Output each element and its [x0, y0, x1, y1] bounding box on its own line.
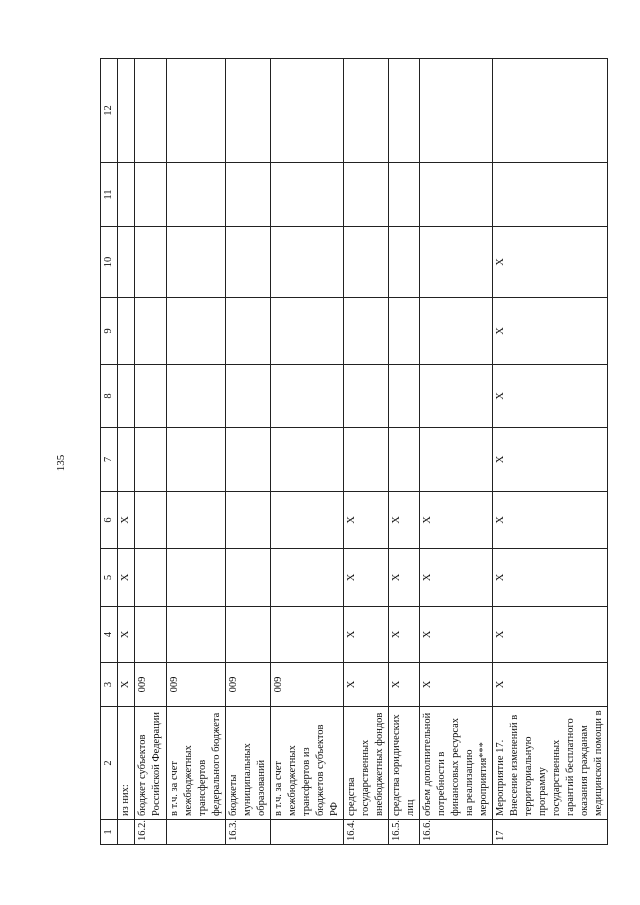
col-11-cell [271, 163, 344, 227]
col-4-cell: X [118, 607, 135, 663]
row-number [271, 820, 344, 845]
col-7-cell [226, 428, 271, 492]
col-11-cell [135, 163, 167, 227]
row-code: X [420, 663, 493, 707]
col-7-cell [118, 428, 135, 492]
col-9-cell [167, 298, 226, 365]
header-cell: 4 [101, 607, 118, 663]
header-cell: 3 [101, 663, 118, 707]
table-row [226, 59, 271, 845]
header-cell: 12 [101, 59, 118, 163]
col-5-cell: X [344, 549, 389, 607]
col-12-cell [167, 59, 226, 163]
col-8-cell [271, 365, 344, 428]
col-12-cell [420, 59, 493, 163]
col-6-cell: X [344, 492, 389, 549]
row-number [167, 820, 226, 845]
row-code: 009 [167, 663, 226, 707]
rotated-table-frame [100, 59, 604, 845]
header-cell: 11 [101, 163, 118, 227]
row-name: бюджеты муниципальных образований [226, 707, 271, 820]
header-cell: 7 [101, 428, 118, 492]
col-10-cell [226, 227, 271, 298]
col-4-cell: X [420, 607, 493, 663]
table-row [389, 59, 420, 845]
row-code: 009 [226, 663, 271, 707]
table-row [118, 59, 135, 845]
col-6-cell [167, 492, 226, 549]
col-5-cell: X [118, 549, 135, 607]
col-4-cell [167, 607, 226, 663]
col-9-cell [226, 298, 271, 365]
col-8-cell [344, 365, 389, 428]
col-5-cell: X [420, 549, 493, 607]
col-6-cell: X [493, 492, 608, 549]
col-6-cell: X [118, 492, 135, 549]
col-7-cell: X [493, 428, 608, 492]
col-8-cell [389, 365, 420, 428]
col-6-cell [226, 492, 271, 549]
header-cell: 8 [101, 365, 118, 428]
col-11-cell [389, 163, 420, 227]
col-9-cell [271, 298, 344, 365]
col-6-cell [271, 492, 344, 549]
table-row [135, 59, 167, 845]
col-5-cell [167, 549, 226, 607]
col-9-cell [389, 298, 420, 365]
col-10-cell [389, 227, 420, 298]
row-code: X [118, 663, 135, 707]
col-11-cell [493, 163, 608, 227]
col-9-cell: X [493, 298, 608, 365]
table-row [167, 59, 226, 845]
col-12-cell [271, 59, 344, 163]
table-row [420, 59, 493, 845]
col-11-cell [226, 163, 271, 227]
col-12-cell [135, 59, 167, 163]
col-5-cell [271, 549, 344, 607]
col-5-cell: X [389, 549, 420, 607]
col-5-cell [135, 549, 167, 607]
table-row [493, 59, 608, 845]
header-cell: 5 [101, 549, 118, 607]
header-cell: 6 [101, 492, 118, 549]
col-10-cell [167, 227, 226, 298]
row-name: в т.ч. за счет межбюджетных трансфертов из бюджетов субъектов РФ [271, 707, 344, 820]
col-12-cell [389, 59, 420, 163]
row-code: 009 [271, 663, 344, 707]
row-number: 16.4. [344, 820, 389, 845]
col-11-cell [344, 163, 389, 227]
col-10-cell [135, 227, 167, 298]
table-row [271, 59, 344, 845]
col-9-cell [118, 298, 135, 365]
col-7-cell [167, 428, 226, 492]
page-number: 135 [55, 454, 67, 472]
col-7-cell [389, 428, 420, 492]
col-7-cell [135, 428, 167, 492]
col-8-cell: X [493, 365, 608, 428]
col-8-cell [118, 365, 135, 428]
col-10-cell [118, 227, 135, 298]
row-code: X [389, 663, 420, 707]
col-12-cell [226, 59, 271, 163]
col-6-cell: X [389, 492, 420, 549]
col-9-cell [420, 298, 493, 365]
col-6-cell: X [420, 492, 493, 549]
table-row [344, 59, 389, 845]
col-8-cell [420, 365, 493, 428]
row-name: в т.ч. за счет межбюджетных трансфертов федерального бюджета [167, 707, 226, 820]
col-11-cell [167, 163, 226, 227]
row-name: средства государственных внебюджетных фондов [344, 707, 389, 820]
row-number [118, 820, 135, 845]
col-11-cell [420, 163, 493, 227]
col-12-cell [118, 59, 135, 163]
col-4-cell [226, 607, 271, 663]
row-code: 009 [135, 663, 167, 707]
header-row [101, 59, 118, 845]
row-name: объем дополнительной потребности в финансовых ресурсах на реализацию мероприятия*** [420, 707, 493, 820]
row-name: Мероприятие 17. Внесение изменений в территориальную программу государственных гарантий бесплатного оказания гражданам медицинской помощи в [493, 707, 608, 820]
row-name: средства юридических лиц [389, 707, 420, 820]
col-5-cell: X [493, 549, 608, 607]
col-12-cell [344, 59, 389, 163]
header-cell: 2 [101, 707, 118, 820]
col-5-cell [226, 549, 271, 607]
col-4-cell [271, 607, 344, 663]
header-cell: 1 [101, 820, 118, 845]
row-number: 16.2. [135, 820, 167, 845]
row-name: бюджет субъектов Российской Федерации [135, 707, 167, 820]
col-7-cell [271, 428, 344, 492]
col-10-cell [420, 227, 493, 298]
row-number: 17 [493, 820, 608, 845]
col-6-cell [135, 492, 167, 549]
col-8-cell [226, 365, 271, 428]
col-4-cell [135, 607, 167, 663]
col-4-cell: X [344, 607, 389, 663]
col-10-cell [271, 227, 344, 298]
col-7-cell [420, 428, 493, 492]
row-number: 16.5. [389, 820, 420, 845]
col-4-cell: X [493, 607, 608, 663]
col-4-cell: X [389, 607, 420, 663]
col-7-cell [344, 428, 389, 492]
col-10-cell [344, 227, 389, 298]
row-code: X [493, 663, 608, 707]
col-9-cell [135, 298, 167, 365]
row-code: X [344, 663, 389, 707]
budget-table [100, 58, 608, 845]
rotated-table-content [100, 59, 604, 845]
header-cell: 10 [101, 227, 118, 298]
col-11-cell [118, 163, 135, 227]
header-cell: 9 [101, 298, 118, 365]
col-9-cell [344, 298, 389, 365]
col-8-cell [135, 365, 167, 428]
row-number: 16.6. [420, 820, 493, 845]
row-number: 16.3. [226, 820, 271, 845]
col-10-cell: X [493, 227, 608, 298]
col-8-cell [167, 365, 226, 428]
row-name: из них: [118, 707, 135, 820]
col-12-cell [493, 59, 608, 163]
